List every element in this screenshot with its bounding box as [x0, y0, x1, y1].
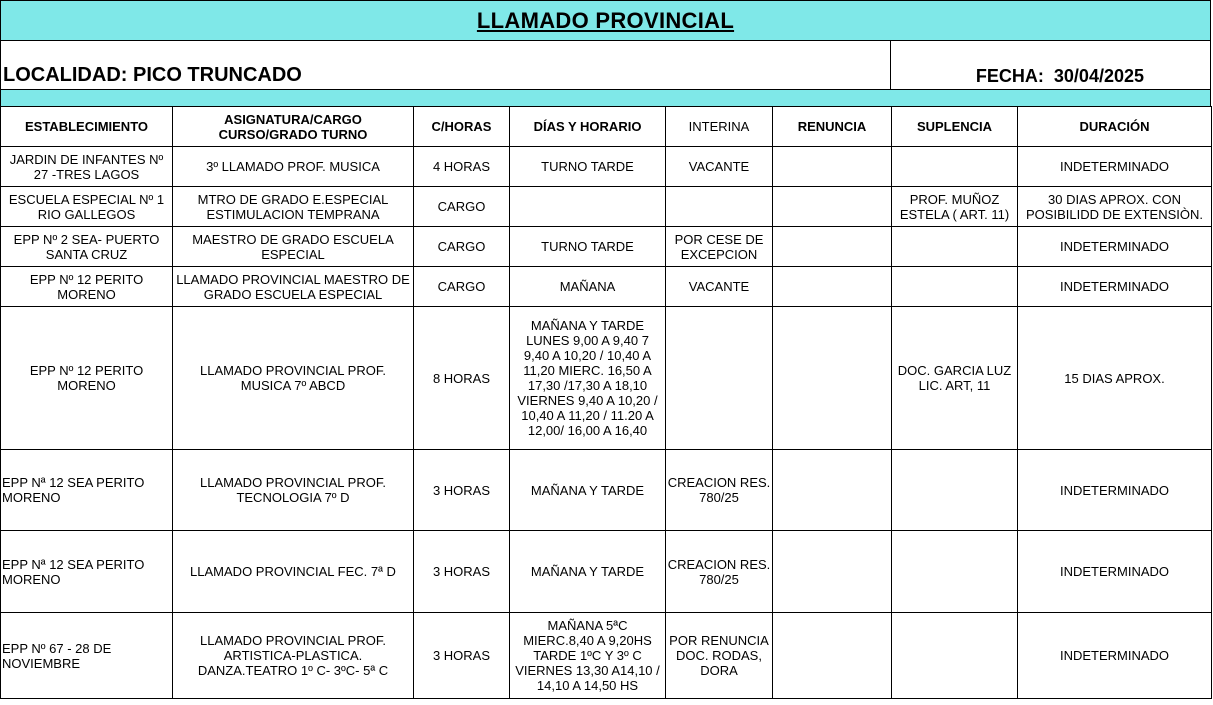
cell-suplencia: DOC. GARCIA LUZ LIC. ART, 11 [892, 307, 1018, 450]
cell-dias: MAÑANA [510, 267, 666, 307]
header-renuncia: RENUNCIA [773, 107, 892, 147]
cell-establecimiento: JARDIN DE INFANTES Nº 27 -TRES LAGOS [1, 147, 173, 187]
cell-asignatura: LLAMADO PROVINCIAL PROF. TECNOLOGIA 7º D [173, 450, 414, 531]
cell-establecimiento: EPP Nª 12 SEA PERITO MORENO [1, 450, 173, 531]
cell-duracion: INDETERMINADO [1018, 147, 1212, 187]
cell-interina [666, 187, 773, 227]
cell-establecimiento: EPP Nº 12 PERITO MORENO [1, 307, 173, 450]
cell-establecimiento: EPP Nº 67 - 28 DE NOVIEMBRE [1, 613, 173, 699]
cell-duracion: INDETERMINADO [1018, 613, 1212, 699]
cell-suplencia [892, 227, 1018, 267]
header-suplencia: SUPLENCIA [892, 107, 1018, 147]
cell-duracion: INDETERMINADO [1018, 450, 1212, 531]
cell-interina [666, 307, 773, 450]
cell-establecimiento: ESCUELA ESPECIAL Nº 1 RIO GALLEGOS [1, 187, 173, 227]
cell-interina: CREACION RES. 780/25 [666, 450, 773, 531]
cell-horas: 8 HORAS [414, 307, 510, 450]
cell-asignatura: LLAMADO PROVINCIAL FEC. 7ª D [173, 531, 414, 613]
cell-duracion: 30 DIAS APROX. CON POSIBILIDD DE EXTENSIÒN. [1018, 187, 1212, 227]
cell-establecimiento: EPP Nº 2 SEA- PUERTO SANTA CRUZ [1, 227, 173, 267]
cell-suplencia [892, 267, 1018, 307]
cell-horas: 4 HORAS [414, 147, 510, 187]
cell-suplencia [892, 147, 1018, 187]
table-row [1, 307, 1212, 450]
cell-asignatura: LLAMADO PROVINCIAL PROF. MUSICA 7º ABCD [173, 307, 414, 450]
table-row [1, 267, 1212, 307]
cell-dias: TURNO TARDE [510, 147, 666, 187]
cell-renuncia [773, 227, 892, 267]
cell-suplencia [892, 613, 1018, 699]
fecha-label: FECHA: [975, 66, 1044, 86]
table-row [1, 450, 1212, 531]
cell-dias: MAÑANA Y TARDE LUNES 9,00 A 9,40 7 9,40 A 10,20 / 10,40 A 11,20 MIERC. 16,50 A 17,30 /17,30 A 18,10 VIERNES 9,40 A 10,20 / 10,40 A 11,20 / 11.20 A 12,00/ 16,00 A 16,40 [510, 307, 666, 450]
table-row [1, 531, 1212, 613]
cell-horas: CARGO [414, 267, 510, 307]
cell-dias [510, 187, 666, 227]
cell-suplencia [892, 450, 1018, 531]
cell-interina: VACANTE [666, 147, 773, 187]
cell-asignatura: MAESTRO DE GRADO ESCUELA ESPECIAL [173, 227, 414, 267]
cell-renuncia [773, 450, 892, 531]
cell-renuncia [773, 147, 892, 187]
cell-asignatura: LLAMADO PROVINCIAL PROF. ARTISTICA-PLASTICA. DANZA.TEATRO 1º C- 3ºC- 5ª C [173, 613, 414, 699]
header-asignatura: ASIGNATURA/CARGO CURSO/GRADO TURNO [173, 107, 414, 147]
table-row [1, 227, 1212, 267]
cell-interina: POR RENUNCIA DOC. RODAS, DORA [666, 613, 773, 699]
info-row [0, 40, 1211, 89]
cell-renuncia [773, 307, 892, 450]
cell-horas: 3 HORAS [414, 613, 510, 699]
cell-renuncia [773, 267, 892, 307]
fecha-cell [891, 41, 1210, 89]
table-row [1, 187, 1212, 227]
table-row [1, 147, 1212, 187]
cell-asignatura: LLAMADO PROVINCIAL MAESTRO DE GRADO ESCUELA ESPECIAL [173, 267, 414, 307]
cell-duracion: INDETERMINADO [1018, 531, 1212, 613]
header-establecimiento: ESTABLECIMIENTO [1, 107, 173, 147]
header-interina: INTERINA [666, 107, 773, 147]
cell-horas: CARGO [414, 227, 510, 267]
cell-duracion: INDETERMINADO [1018, 227, 1212, 267]
title-bar [0, 0, 1211, 40]
fecha-value: 30/04/2025 [1053, 66, 1144, 86]
header-duracion: DURACIÓN [1018, 107, 1212, 147]
llamado-table [0, 106, 1212, 699]
cell-renuncia [773, 187, 892, 227]
cell-asignatura: MTRO DE GRADO E.ESPECIAL ESTIMULACION TEMPRANA [173, 187, 414, 227]
cell-horas: CARGO [414, 187, 510, 227]
cell-dias: MAÑANA Y TARDE [510, 531, 666, 613]
header-row [1, 107, 1212, 147]
table-row [1, 613, 1212, 699]
cell-duracion: 15 DIAS APROX. [1018, 307, 1212, 450]
cell-interina: VACANTE [666, 267, 773, 307]
cell-horas: 3 HORAS [414, 531, 510, 613]
cell-interina: POR CESE DE EXCEPCION [666, 227, 773, 267]
cell-establecimiento: EPP Nº 12 PERITO MORENO [1, 267, 173, 307]
header-dias: DÍAS Y HORARIO [510, 107, 666, 147]
cell-renuncia [773, 613, 892, 699]
cell-dias: MAÑANA Y TARDE [510, 450, 666, 531]
cell-suplencia: PROF. MUÑOZ ESTELA ( ART. 11) [892, 187, 1018, 227]
header-horas: C/HORAS [414, 107, 510, 147]
cell-renuncia [773, 531, 892, 613]
cell-asignatura: 3º LLAMADO PROF. MUSICA [173, 147, 414, 187]
cell-dias: MAÑANA 5ªC MIERC.8,40 A 9,20HS TARDE 1ºC Y 3º C VIERNES 13,30 A14,10 / 14,10 A 14,50 HS [510, 613, 666, 699]
cell-interina: CREACION RES. 780/25 [666, 531, 773, 613]
cell-suplencia [892, 531, 1018, 613]
cell-horas: 3 HORAS [414, 450, 510, 531]
cell-establecimiento: EPP Nª 12 SEA PERITO MORENO [1, 531, 173, 613]
cell-duracion: INDETERMINADO [1018, 267, 1212, 307]
page-title: LLAMADO PROVINCIAL [476, 7, 735, 33]
localidad-label: LOCALIDAD: PICO TRUNCADO [1, 41, 891, 89]
separator-strip [0, 89, 1211, 106]
cell-dias: TURNO TARDE [510, 227, 666, 267]
